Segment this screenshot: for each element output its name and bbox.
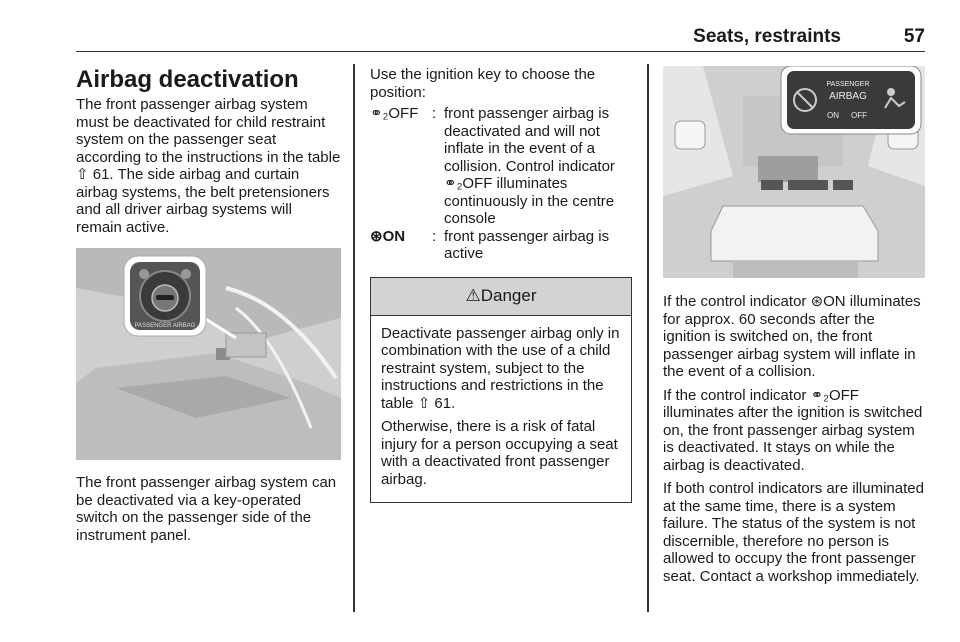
column-divider-1 (353, 64, 355, 612)
danger-body (371, 316, 631, 503)
indicator-off-label: OFF (851, 111, 867, 120)
intro-paragraph: The front passenger airbag system must be deactivated for child restraint system on the passenger seat according to the instructions in the table ⇧ 61. The side airbag and curtain airbag systems, the belt pretensioners and all driver airbag systems will remain active. (76, 96, 341, 236)
column-3 (663, 66, 925, 591)
figure-caption: The front passenger airbag system can be deactivated via a key-operated switch on the passenger side of the instrument panel. (76, 474, 337, 544)
airbag-switch-figure (76, 248, 341, 460)
overhead-console-illustration (663, 66, 925, 278)
instrument-panel-illustration (76, 248, 341, 460)
column-divider-2 (647, 64, 649, 612)
on-term: ⊛ON (370, 227, 406, 245)
control-indicator-figure (663, 66, 925, 278)
indicator-label-2: AIRBAG (829, 91, 867, 102)
on-sep: : (432, 227, 437, 245)
column-2 (370, 66, 632, 503)
page-header (76, 26, 925, 52)
position-lead: Use the ignition key to choose the position: (370, 66, 596, 101)
switch-label: PASSENGER AIRBAG (134, 323, 196, 329)
off-sep: : (432, 105, 437, 122)
position-list (370, 105, 632, 263)
indicator-label-1: PASSENGER (826, 81, 870, 88)
failure-paragraph: If both control indicators are illuminated at the same time, there is a system failure. The status of the system is not discernible, therefore no person is allowed to occupy the front passenger seat. Contact a workshop immediately. (663, 480, 924, 585)
danger-paragraph-2: Otherwise, there is a risk of fatal injury for a person occupying a seat with a deactivated front passenger airbag. (381, 418, 618, 488)
indicator-on-label: ON (827, 111, 839, 120)
page-number: 57 (903, 26, 925, 47)
on-definition: front passenger airbag is active (444, 227, 610, 262)
seat-person-icon (887, 88, 895, 96)
danger-paragraph-1: Deactivate passenger airbag only in combination with the use of a child restraint system, subject to the instructions and restrictions in the table ⇧ 61. (381, 324, 620, 412)
off-definition: front passenger airbag is deactivated and will not inflate in the event of a collision. Control indicator ⚭₂OFF illuminates continuously in the centre console (444, 105, 615, 227)
on-indicator-paragraph: If the control indicator ⊛ON illuminates for approx. 60 seconds after the ignition is switched on, the front passenger airbag system will inflate in the event of a collision. (663, 293, 921, 380)
danger-box (370, 277, 632, 504)
off-term: ⚭₂OFF (370, 105, 419, 122)
section-title: Seats, restraints (693, 26, 841, 47)
page-title: Airbag deactivation (76, 66, 299, 93)
off-indicator-paragraph: If the control indicator ⚭₂OFF illuminates after the ignition is switched on, the front passenger airbag system is deactivated. It stays on while the airbag is deactivated. (663, 386, 923, 474)
danger-heading: ⚠Danger (371, 278, 631, 316)
column-1 (76, 66, 341, 550)
